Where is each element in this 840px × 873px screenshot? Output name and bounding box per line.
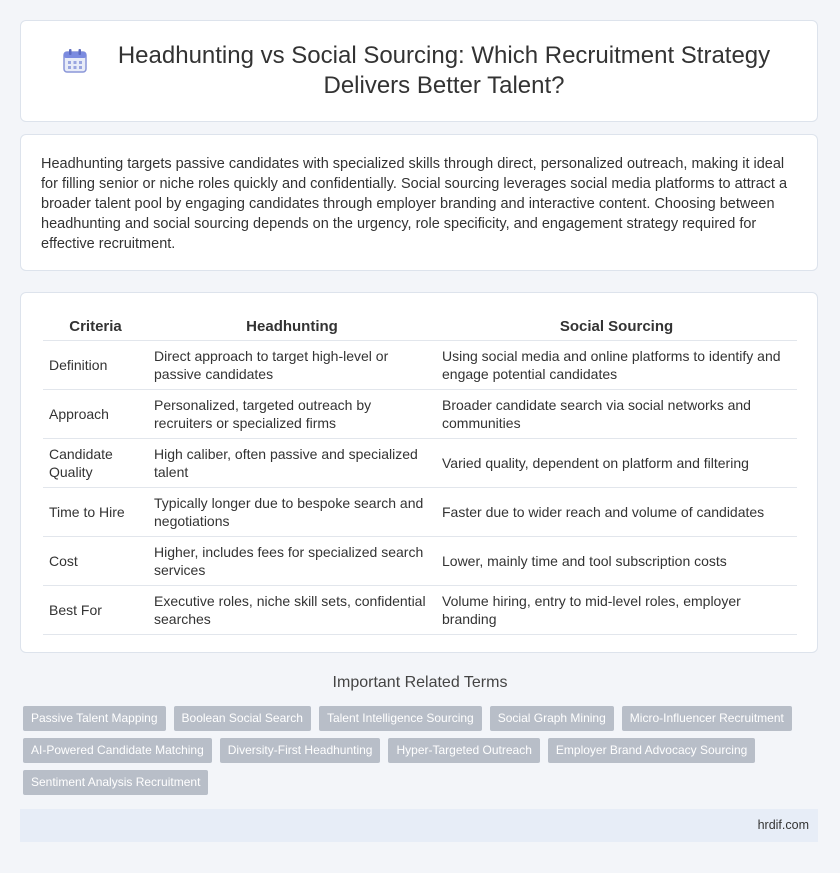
page-title: Headhunting vs Social Sourcing: Which Recruitment Strategy Delivers Better Talent? [117, 42, 771, 99]
table-cell: Higher, includes fees for specialized search services [148, 537, 436, 586]
intro-card [20, 134, 818, 271]
table-row [43, 488, 797, 537]
table-cell: Volume hiring, entry to mid-level roles, employer branding [436, 586, 797, 635]
calendar-icon [61, 47, 89, 75]
table-cell: Varied quality, dependent on platform and filtering [436, 439, 797, 488]
intro-text: Headhunting targets passive candidates with specialized skills through direct, personalized outreach, making it ideal for filling senior or niche roles quickly and confidentially. Social sourcing leverages social media platforms to attract a broader talent pool by engaging candidates through employer branding and interactive content. Choosing between headhunting and social sourcing depends on the urgency, role specificity, and engagement strategy required for effective recruitment. [41, 156, 788, 252]
footer-site[interactable]: hrdif.com [757, 818, 809, 832]
related-term-tag[interactable]: Employer Brand Advocacy Sourcing [548, 738, 755, 763]
table-cell: Broader candidate search via social networks and communities [436, 390, 797, 439]
table-cell: Executive roles, niche skill sets, confidential searches [148, 586, 436, 635]
related-terms-tags [23, 706, 813, 802]
table-cell: High caliber, often passive and specialized talent [148, 439, 436, 488]
table-row [43, 439, 797, 488]
column-header-headhunting: Headhunting [148, 313, 436, 341]
table-cell: Definition [43, 341, 148, 390]
footer [20, 809, 818, 842]
table-cell: Personalized, targeted outreach by recruiters or specialized firms [148, 390, 436, 439]
column-header-criteria: Criteria [43, 313, 148, 341]
related-term-tag[interactable]: Sentiment Analysis Recruitment [23, 770, 208, 795]
table-row [43, 390, 797, 439]
table-header-row [43, 313, 797, 341]
related-term-tag[interactable]: Talent Intelligence Sourcing [319, 706, 482, 731]
comparison-card [20, 292, 818, 653]
table-cell: Direct approach to target high-level or passive candidates [148, 341, 436, 390]
table-cell: Cost [43, 537, 148, 586]
related-terms-title: Important Related Terms [332, 674, 508, 691]
table-cell: Typically longer due to bespoke search and negotiations [148, 488, 436, 537]
table-cell: Approach [43, 390, 148, 439]
related-term-tag[interactable]: Passive Talent Mapping [23, 706, 166, 731]
column-header-social-sourcing: Social Sourcing [436, 313, 797, 341]
related-term-tag[interactable]: Social Graph Mining [490, 706, 614, 731]
table-row [43, 537, 797, 586]
related-term-tag[interactable]: Diversity-First Headhunting [220, 738, 381, 763]
table-row [43, 586, 797, 635]
related-term-tag[interactable]: AI-Powered Candidate Matching [23, 738, 212, 763]
table-cell: Candidate Quality [43, 439, 148, 488]
related-term-tag[interactable]: Micro-Influencer Recruitment [622, 706, 792, 731]
table-cell: Using social media and online platforms to identify and engage potential candidates [436, 341, 797, 390]
table-cell: Lower, mainly time and tool subscription costs [436, 537, 797, 586]
table-cell: Time to Hire [43, 488, 148, 537]
related-term-tag[interactable]: Boolean Social Search [174, 706, 311, 731]
table-cell: Faster due to wider reach and volume of candidates [436, 488, 797, 537]
table-row [43, 341, 797, 390]
related-term-tag[interactable]: Hyper-Targeted Outreach [388, 738, 539, 763]
comparison-table [43, 313, 797, 635]
table-cell: Best For [43, 586, 148, 635]
header-card [20, 20, 818, 122]
